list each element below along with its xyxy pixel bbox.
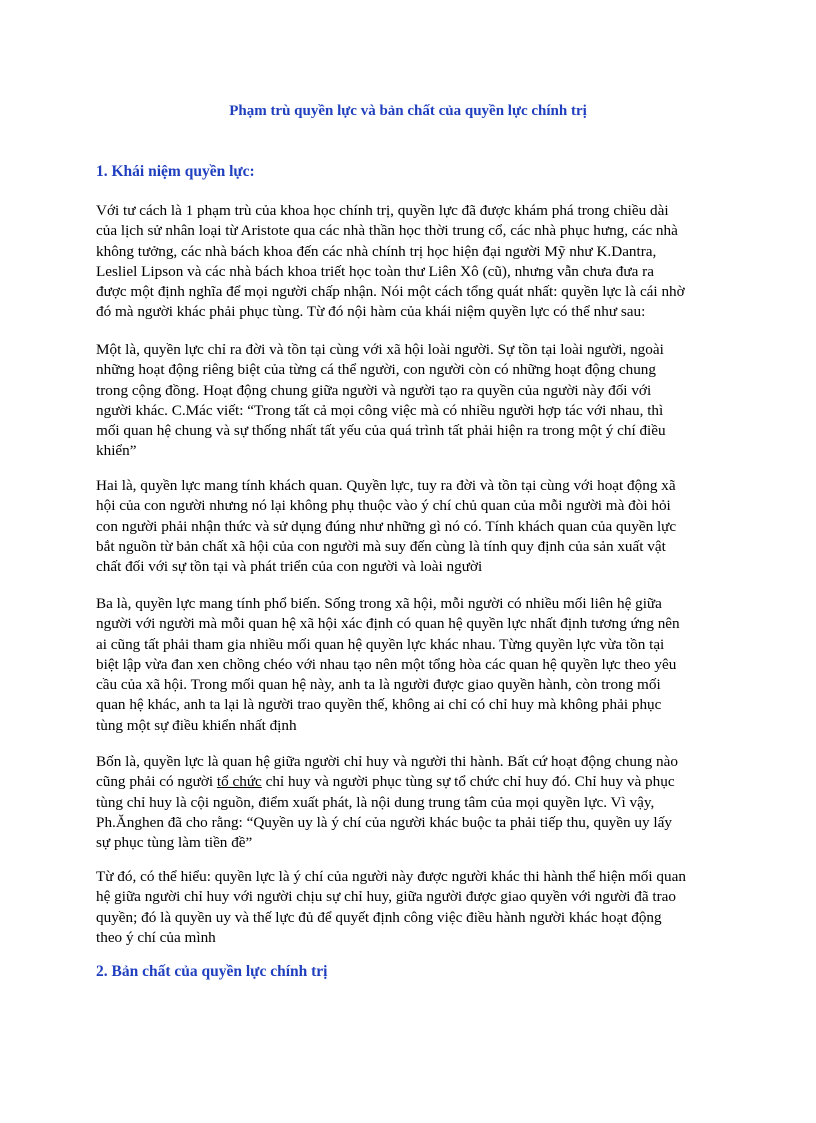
section-2-heading: 2. Bản chất của quyền lực chính trị — [96, 963, 328, 980]
paragraph-line: sự phục tùng làm tiền đề” — [96, 834, 253, 852]
paragraph-line: bắt nguồn từ bản chất xã hội của con người mà suy đến cùng là tính quy định của sản xuất vật — [96, 537, 666, 555]
paragraph-line: trong cộng đồng. Hoạt động chung giữa người và người tạo ra quyền của người này đối với — [96, 381, 652, 399]
paragraph-line: của lịch sử nhân loại từ Aristote qua các nhà thần học thời trung cổ, các nhà phục hưng, các nhà — [96, 222, 678, 240]
paragraph-1 — [96, 201, 722, 323]
paragraph-line: những hoạt động riêng biệt của từng cá thể người, con người còn có những hoạt động chung — [96, 361, 656, 379]
paragraph-line: được một định nghĩa để mọi người chấp nhận. Nói một cách tổng quát nhất: quyền lực là cái nhờ — [96, 283, 685, 301]
underlined-term: tổ chức — [216, 773, 262, 791]
section-1-heading: 1. Khái niệm quyền lực: — [96, 163, 255, 180]
paragraph-line-tail: chỉ huy và người phục tùng sự tổ chức chỉ huy đó. Chỉ huy và phục — [261, 773, 675, 791]
paragraph-line-with-link — [96, 772, 722, 792]
paragraph-line: tùng một sự điều khiển nhất định — [96, 716, 297, 734]
paragraph-line: theo ý chí của mình — [96, 928, 216, 946]
paragraph-4 — [96, 594, 722, 736]
paragraph-line: khiển” — [96, 442, 137, 460]
document-title: Phạm trù quyền lực và bản chất của quyền lực chính trị — [229, 103, 587, 119]
paragraph-line: đó mà người khác phải phục tùng. Từ đó nội hàm của khái niệm quyền lực có thể như sau: — [96, 303, 646, 321]
paragraph-line: hệ giữa người chỉ huy với người chịu sự chỉ huy, giữa người được giao quyền với người đã trao — [96, 888, 676, 906]
paragraph-3 — [96, 476, 722, 577]
paragraph-6 — [96, 867, 722, 948]
paragraph-line: biệt lập vừa đan xen chồng chéo với nhau tạo nên một tổng hòa các quan hệ quyền lực theo yêu — [96, 655, 677, 673]
paragraph-line: Với tư cách là 1 phạm trù của khoa học chính trị, quyền lực đã được khám phá trong chiều dài — [96, 202, 669, 219]
paragraph-line: con người phải nhận thức và sử dụng đúng như những gì nó có. Tính khách quan của quyền lực — [96, 517, 677, 535]
paragraph-line: tùng chỉ huy là cội nguồn, điểm xuất phát, là nội dung trung tâm của mọi quyền lực. Vì vậy, — [96, 793, 655, 811]
paragraph-line: người khác. C.Mác viết: “Trong tất cả mọi công việc mà có nhiều người hợp tác với nhau, thì — [96, 401, 664, 419]
paragraph-line-start: cũng phải có người — [96, 773, 217, 791]
paragraph-line: Ph.Ănghen đã cho rằng: “Quyền uy là ý chí của người khác buộc ta phải tiếp thu, quyền uy lấy — [96, 813, 672, 831]
paragraph-line: Một là, quyền lực chỉ ra đời và tồn tại cùng với xã hội loài người. Sự tồn tại loài người, ngoài — [96, 341, 664, 358]
paragraph-line: không tưởng, các nhà bách khoa đến các nhà chính trị học hiện đại người Mỹ như K.Dantra, — [96, 242, 657, 260]
paragraph-line: mối quan hệ chung và sự thống nhất tất yếu của quá trình tất phải hiện ra trong một ý chí điều — [96, 422, 666, 440]
paragraph-line: Ba là, quyền lực mang tính phổ biến. Sống trong xã hội, mỗi người có nhiều mối liên hệ giữa — [96, 595, 662, 612]
paragraph-line: quan hệ khác, anh ta lại là người trao quyền thế, không ai chỉ có chỉ huy mà không phải phục — [96, 696, 662, 714]
paragraph-5 — [96, 752, 722, 853]
paragraph-line: người với người mà mỗi quan hệ xã hội xác định có quan hệ quyền lực nhất định tương ứng nên — [96, 615, 680, 633]
paragraph-line: ai cũng tất phải tham gia nhiều mối quan hệ quyền lực khác nhau. Từng quyền lực vừa tồn tại — [96, 635, 665, 653]
paragraph-2 — [96, 340, 722, 462]
paragraph-line: Từ đó, có thể hiểu: quyền lực là ý chí của người này được người khác thi hành thể hiện mối quan — [96, 868, 686, 885]
paragraph-line: quyền; đó là quyền uy và thế lực đủ để quyết định công việc điều hành người khác hoạt động — [96, 908, 662, 926]
paragraph-line: cầu của xã hội. Trong mối quan hệ này, anh ta là người được giao quyền hành, còn trong mối — [96, 676, 661, 694]
paragraph-line: Hai là, quyền lực mang tính khách quan. Quyền lực, tuy ra đời và tồn tại cùng với hoạt động xã — [96, 477, 676, 494]
paragraph-line: Lesliel Lipson và các nhà bách khoa triết học toàn thư Liên Xô (cũ), nhưng vẫn chưa đưa ra — [96, 262, 654, 280]
paragraph-line: hội của con người nhưng nó lại không phụ thuộc vào ý chí chủ quan của mỗi người mà đòi hỏi — [96, 497, 671, 515]
paragraph-line: chất đối với sự tồn tại và phát triển của con người và loài người — [96, 558, 483, 576]
paragraph-line: Bốn là, quyền lực là quan hệ giữa người chỉ huy và người thi hành. Bất cứ hoạt động chung nào — [96, 753, 678, 770]
